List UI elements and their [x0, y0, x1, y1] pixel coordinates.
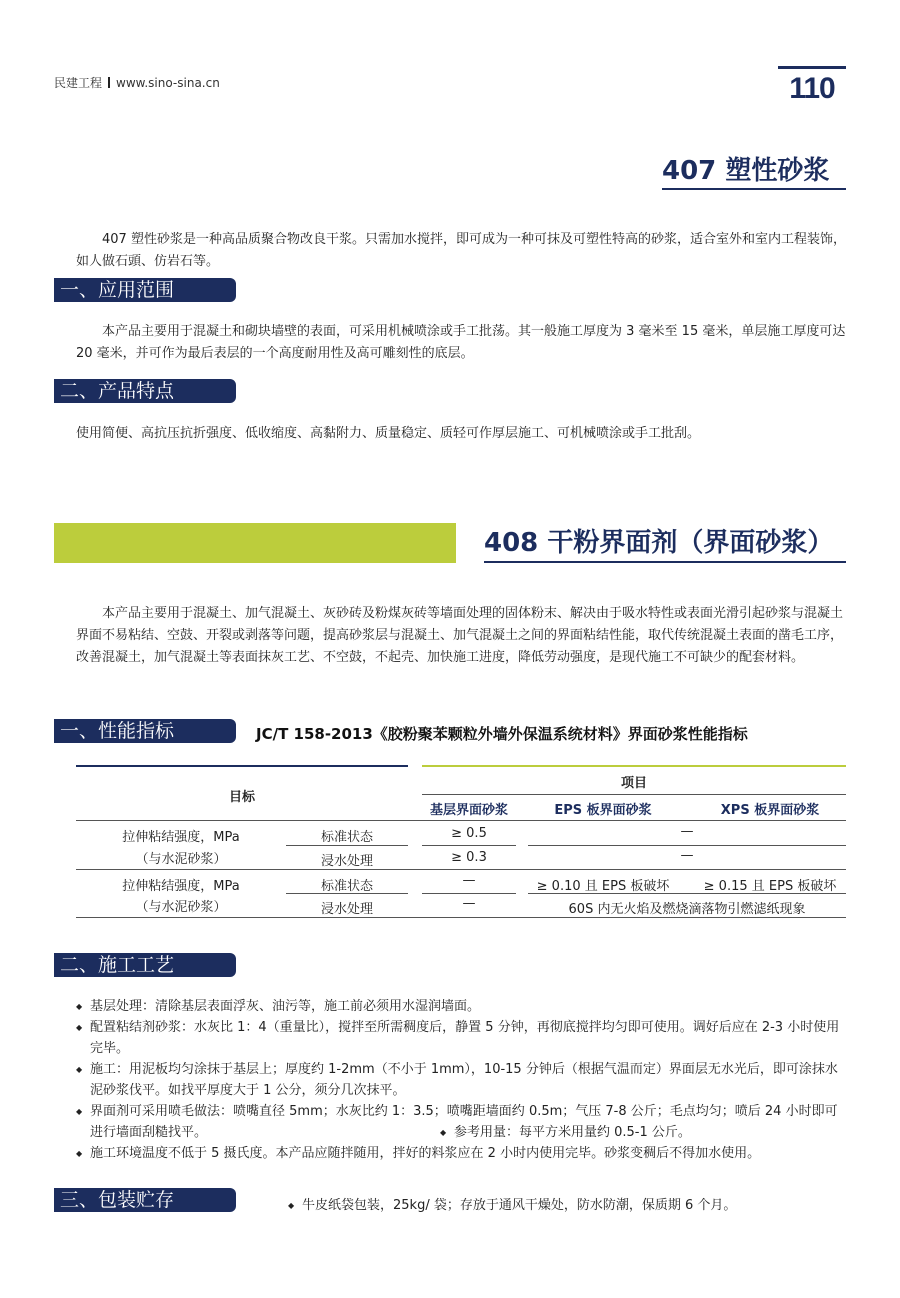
accent-bar [54, 523, 456, 563]
section-407-title: 407 塑性砂浆 [662, 156, 830, 186]
s407-intro: 407 塑性砂浆是一种高品质聚合物改良干浆。只需加水搅拌，即可成为一种可抹及可塑性特高的砂浆，适合室外和室内工程装饰，如人做石頭、仿岩石等。 [76, 232, 846, 269]
table-title: JC/T 158-2013《胶粉聚苯颗粒外墙外保温系统材料》界面砂浆性能指标 [256, 725, 748, 743]
packaging-info [288, 1195, 848, 1216]
list-item: ◆ 施工环境温度不低于 5 摄氏度。本产品应随拌随用，拌好的料浆应在 2 小时内使用完毕。砂浆变稠后不得加水使用。 [76, 1143, 848, 1164]
page-number: 110 [789, 72, 835, 105]
row2-condition-standard: 标准状态 [320, 879, 373, 894]
row1-value-standard-na: — [680, 824, 694, 839]
table-line [76, 869, 846, 870]
table-line [76, 917, 846, 918]
s407-section-application: 一、应用范围 [54, 278, 236, 302]
list-item: ◆ 施工：用泥板均匀涂抹于基层上；厚度约 1-2mm（不小于 1mm），10-15 分钟后（根据气温而定）界面层无水光后，即可涂抹水泥砂浆伐平。如找平厚度大于 1 公分，须分几次抹平。 [76, 1059, 848, 1101]
list-item: ◆ 基层处理：清除基层表面浮灰、油污等，施工前必须用水湿润墙面。 [76, 996, 848, 1017]
row2-value-base-water: — [462, 896, 476, 911]
th-target: 目标 [228, 790, 255, 805]
th-col-xps: XPS 板界面砂浆 [720, 803, 820, 818]
table-line [76, 820, 846, 821]
s408-section-performance: 一、性能指标 [54, 719, 236, 743]
section-408-title: 408 干粉界面剂（界面砂浆） [484, 528, 834, 558]
row2-label-sub: （与水泥砂浆） [135, 900, 227, 915]
row1-condition-water: 浸水处理 [320, 854, 373, 869]
table-line [422, 893, 516, 894]
list-item: ◆ 配置粘结剂砂浆：水灰比 1：4（重量比），搅拌至所需稠度后，静置 5 分钟，再彻底搅拌均匀即可使用。调好后应在 2-3 小时使用完毕。 [76, 1017, 848, 1059]
brand-name: 民建工程 [54, 76, 103, 90]
th-col-base: 基层界面砂浆 [429, 803, 508, 818]
s408-intro: 本产品主要用于混凝土、加气混凝土、灰砂砖及粉煤灰砖等墙面处理的固体粉末、解决由于吸水特性或表面光滑引起砂浆与混凝土界面不易粘结、空鼓、开裂或剥落等问题，提高砂浆层与混凝土、加气混凝土之间的界面粘结性能，取代传统混凝土表面的凿毛工序，改善混凝土，加气混凝土等表面抹灰工艺、不空鼓，不起壳、加快施工进度，降低劳动强度，是现代施工不可缺少的配套材料。 [76, 606, 844, 665]
header-bar [54, 74, 220, 91]
usage-note [440, 1122, 740, 1143]
th-col-eps: EPS 板界面砂浆 [554, 803, 652, 818]
row1-label-sub: （与水泥砂浆） [135, 852, 227, 867]
row1-value-water-na: — [680, 848, 694, 863]
s407-application-text: 本产品主要用于混凝土和砌块墙壁的表面，可采用机械喷涂或手工批荡。其一般施工厚度为 3 毫米至 15 毫米，单层施工厚度可达 20 毫米，并可作为最后表层的一个高度耐用性及高可雕刻性的底层。 [76, 324, 846, 361]
row1-label: 拉伸粘结强度，MPa [122, 830, 240, 845]
s408-section-packaging: 三、包装贮存 [54, 1188, 236, 1212]
th-item: 项目 [620, 776, 647, 791]
title-underline [484, 561, 846, 563]
page-number-bar [778, 66, 846, 69]
list-item: ◆ 界面剂可采用喷毛做法：喷嘴直径 5mm；水灰比约 1：3.5；喷嘴距墙面约 0.5m；气压 7-8 公斤；毛点均匀；喷后 24 小时即可进行墙面刮糙找平。 [76, 1101, 848, 1143]
table-line [528, 845, 846, 846]
table-line [422, 845, 516, 846]
site-url: www.sino-sina.cn [116, 76, 220, 90]
table-line [286, 845, 408, 846]
table-line [76, 765, 408, 767]
row2-value-water: 60S 内无火焰及燃烧滴落物引燃滤纸现象 [568, 902, 806, 917]
row2-value-base-standard: — [462, 873, 476, 888]
table-line [422, 794, 846, 795]
row2-condition-water: 浸水处理 [320, 902, 373, 917]
row1-value-water: ≥ 0.3 [451, 850, 487, 865]
row2-value-xps-standard: ≥ 0.15 且 EPS 板破坏 [703, 879, 837, 894]
table-line [422, 765, 846, 767]
row1-condition-standard: 标准状态 [320, 830, 373, 845]
list-item: ◆ 牛皮纸袋包装，25kg/ 袋；存放于通风干燥处，防水防潮，保质期 6 个月。 [288, 1195, 848, 1216]
s407-features-text: 使用简便、高抗压抗折强度、低收缩度、高黏附力、质量稳定、质轻可作厚层施工、可机械喷涂或手工批刮。 [76, 426, 701, 441]
row2-value-eps-standard: ≥ 0.10 且 EPS 板破坏 [536, 879, 670, 894]
s407-section-features: 二、产品特点 [54, 379, 236, 403]
row2-label: 拉伸粘结强度，MPa [122, 879, 240, 894]
divider [108, 77, 110, 88]
s408-section-process: 二、施工工艺 [54, 953, 236, 977]
title-underline [662, 188, 846, 190]
list-item: ◆ 参考用量：每平方米用量约 0.5-1 公斤。 [440, 1122, 740, 1143]
row1-value-standard: ≥ 0.5 [451, 826, 487, 841]
